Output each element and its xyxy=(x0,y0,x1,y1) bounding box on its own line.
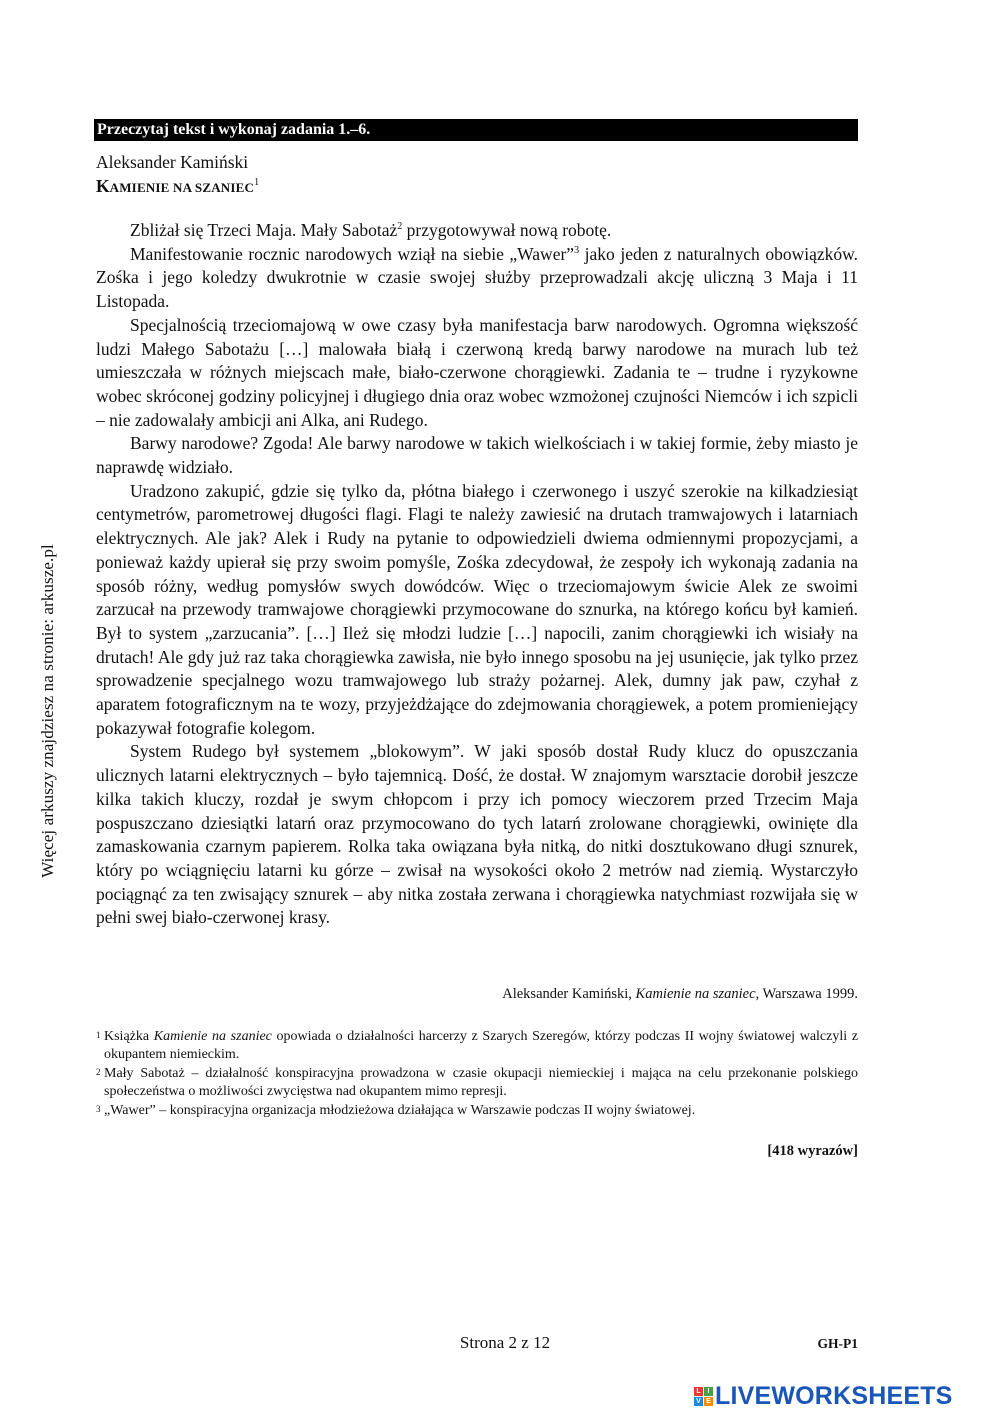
footnote-ref: 3 xyxy=(574,244,580,256)
title-footnote-ref: 1 xyxy=(254,177,260,189)
title-rest: AMIENIE NA SZANIEC xyxy=(109,180,255,195)
footnotes xyxy=(96,1028,858,1121)
brand-name: LIVEWORKSHEETS xyxy=(715,1381,953,1410)
paragraph: Barwy narodowe? Zgoda! Ale barwy narodowe w takich wielkościach i w takiej formie, żeby miasto je naprawdę widziało. xyxy=(96,433,858,478)
footnote-item: 1 Książka Kamienie na szaniec opowiada o działalności harcerzy z Szarych Szeregów, którzy podczas II wojny światowej walczyli z okupantem niemieckim. xyxy=(96,1029,858,1062)
document-code: GH-P1 xyxy=(817,1336,858,1351)
page-number: Strona 2 z 12 xyxy=(459,1333,551,1352)
footnote-ref: 2 xyxy=(397,221,403,233)
author-name: Aleksander Kamiński xyxy=(96,152,249,172)
paragraph: Uradzono zakupić, gdzie się tylko da, płótna białego i czerwonego i uszyć szerokie na kilkadziesiąt centymetrów, parometrowej długości flagi. Flagi te należy zawiesić na drutach tramwajowych i latarniach elektrycznych. Ale jak? Alek i Rudy na pytanie to odpowiedzieli dwiema odmiennymi propozycjami, a ponieważ każdy upierał się przy swoim pomyśle, Zośka zdecydował, że zespoły ich wykonają zadania na sposób różny, według pomysłów swych dowódców. Więc o trzeciomajowym świcie Alek ze swoimi zarzucał na przewody tramwajowe chorągiewki przymocowane do sznurka, na którego końcu był kamień. Był to system „zarzucania”. […] Ileż się młodzi ludzie […] napocili, zanim chorągiewki ich wisiały na drutach! Ale gdy już raz taka chorągiewka zawisła, nie było innego sposobu na jej usunięcie, jak tylko przez sprowadzenie specjalnego wozu tramwajowego lub straży pożarnej. Alek, dumny jak paw, czyhał z aparatem fotograficznym na te wozy, przyjeżdżające do zdejmowania chorągiewek, a potem promieniejący pokazywał fotografie kolegom. xyxy=(96,480,858,738)
paragraph: System Rudego był systemem „blokowym”. W jaki sposób dostał Rudy klucz do opuszczania ulicznych latarni elektrycznych – było tajemnicą. Dość, że dostał. W znajomym warsztacie dorobił jeszcze kilka takich kluczy, rozdał je swym chłopcom i przy ich pomocy wieczorem przed Trzecim Maja pospuszczano dziesiątki latarń oraz przymocowano do tych latarń zrolowane chorągiewki, owinięte dla zamaskowania czarnym papierem. Rolka taka owiązana była nitką, do nitki dosztukowano długi sznurek, który po wciągnięciu latarni ku górze – zwisał na wysokości około 2 metrów nad ziemią. Wystarczyło pociągnąć za ten zwisający sznurek – aby nitka została zerwana i chorągiewka natychmiast rozwijała się w pełni swej biało-czerwonej krasy. xyxy=(96,741,858,928)
source-citation: Aleksander Kamiński, Kamienie na szaniec, Warszawa 1999. xyxy=(502,986,858,1002)
paragraph: Specjalnością trzeciomajową w owe czasy była manifestacja barw narodowych. Ogromna większość ludzi Małego Sabotażu […] malowała białą i czerwoną kredą barwy narodowe na murach lub też umieszczała w różnych miejscach małe, biało-czerwone chorągiewki. Zadania te – trudne i ryzykowne wobec skróconej godziny policyjnej i długiego dnia oraz wobec wzmożonej czujności Niemców i ich szpicli – nie zadowalały ambicji ani Alka, ani Rudego. xyxy=(96,314,858,430)
work-title xyxy=(96,176,259,197)
footnote-item: 2 Mały Sabotaż – działalność konspiracyjna prowadzona w czasie okupacji niemieckiej i mająca na celu przekonanie polskiego społeczeństwa o możliwości zwycięstwa nad okupantem mimo represji. xyxy=(96,1066,858,1099)
title-initial: K xyxy=(96,176,110,196)
paragraph: Zbliżał się Trzeci Maja. Mały Sabotaż$^2$ przygotowywał nową robotę. xyxy=(130,220,612,240)
source-title: Kamienie na szaniec xyxy=(635,986,756,1002)
instruction-banner: Przeczytaj tekst i wykonaj zadania 1.–6. xyxy=(94,119,858,141)
sidebar-promo-text: Więcej arkuszy znajdziesz na stronie: arkusze.pl xyxy=(38,544,57,878)
brand-logo-icon: L I V E xyxy=(694,1387,713,1406)
paragraph: Manifestowanie rocznic narodowych wziął na siebie „Wawer”$^3$ jako jeden z naturalnych obowiązków. Zośka i jego koledzy dwukrotnie w czasie swojej służby przeprowadzali akcję uliczną 3 Maja i 11 Listopada. xyxy=(96,243,858,312)
word-count: [418 wyrazów] xyxy=(767,1143,858,1159)
liveworksheets-logo[interactable] xyxy=(694,1378,953,1414)
excerpt-text xyxy=(96,219,858,930)
footnote-item: 3 „Wawer” – konspiracyjna organizacja młodzieżowa działająca w Warszawie podczas II wojny światowej. xyxy=(96,1103,696,1118)
